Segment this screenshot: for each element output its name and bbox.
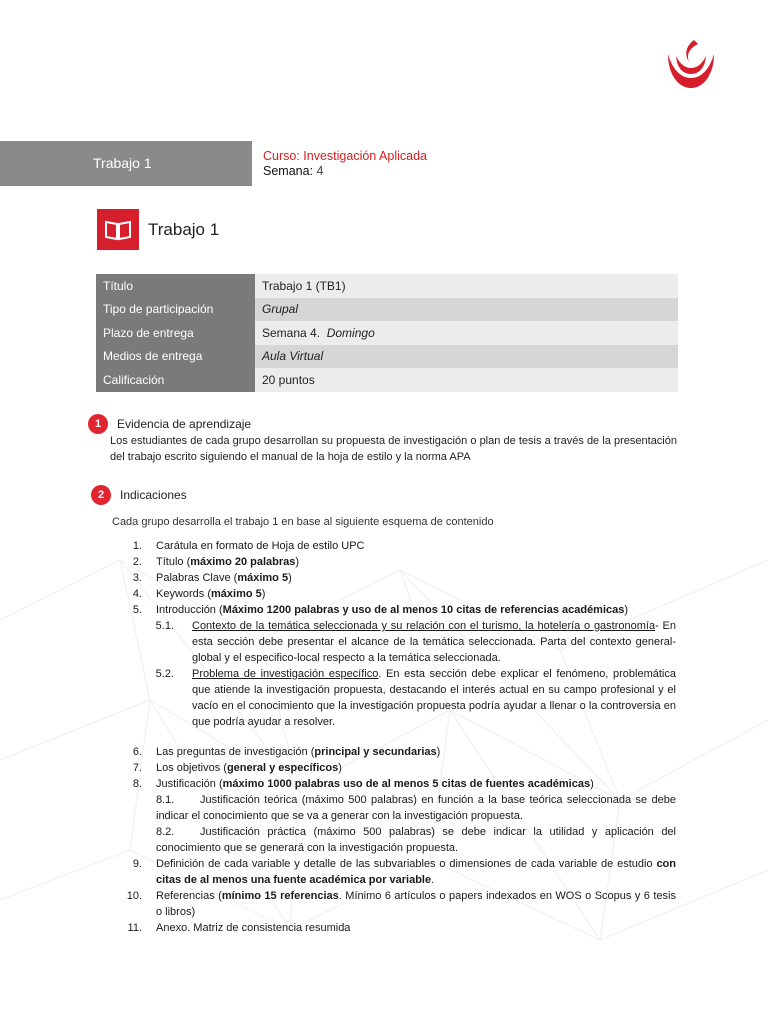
book-icon	[97, 209, 139, 250]
row-value: Grupal	[255, 298, 678, 322]
deadline-day: Domingo	[326, 325, 375, 340]
row-value	[255, 321, 678, 345]
title-block	[97, 209, 219, 250]
table-row	[96, 321, 678, 345]
row-label: Título	[96, 274, 255, 298]
week-value: 4	[316, 164, 324, 178]
header-band	[0, 141, 252, 186]
section-indicaciones	[91, 485, 187, 505]
table-row	[96, 274, 678, 298]
deadline-week: Semana 4.	[262, 325, 321, 340]
course-info	[263, 149, 427, 179]
row-value: Trabajo 1 (TB1)	[255, 274, 678, 298]
doc-title: Trabajo 1	[148, 219, 220, 239]
info-table	[96, 274, 678, 392]
section-title: Evidencia de aprendizaje	[117, 417, 252, 431]
row-value: Aula Virtual	[255, 345, 678, 369]
section-evidencia	[88, 414, 251, 434]
course-name: Curso: Investigación Aplicada	[263, 149, 427, 163]
section-number-badge: 1	[88, 414, 108, 434]
row-label: Plazo de entrega	[96, 321, 255, 345]
section-title: Indicaciones	[120, 488, 187, 502]
section-number-badge: 2	[91, 485, 111, 505]
table-row	[96, 298, 678, 322]
row-value: 20 puntos	[255, 368, 678, 392]
evidence-text: Los estudiantes de cada grupo desarrollan su propuesta de investigación o plan de tesis a través de la presentación del trabajo escrito siguiendo el manual de la hoja de estilo y la norma APA	[110, 435, 677, 463]
table-row	[96, 345, 678, 369]
week-line	[263, 164, 427, 179]
table-row	[96, 368, 678, 392]
row-label: Calificación	[96, 368, 255, 392]
indicaciones-intro: Cada grupo desarrolla el trabajo 1 en base al siguiente esquema de contenido	[112, 516, 494, 528]
upc-logo	[664, 38, 718, 90]
header-band-title: Trabajo 1	[93, 155, 152, 171]
row-label: Tipo de participación	[96, 298, 255, 322]
week-label: Semana:	[263, 164, 314, 178]
row-label: Medios de entrega	[96, 345, 255, 369]
